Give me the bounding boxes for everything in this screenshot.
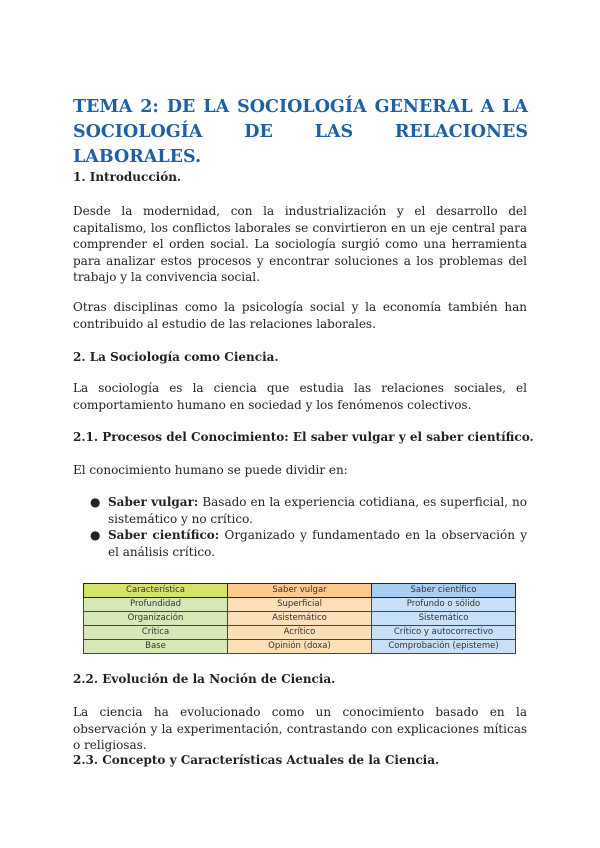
intro-heading: 1. Introducción. <box>73 170 182 184</box>
evolucion-paragraph: La ciencia ha evolucionado como un conocimiento basado en la observación y la experimentación, contrastando con explicaciones míticas o religiosas. <box>73 705 527 752</box>
ciencia-heading: 2. La Sociología como Ciencia. <box>73 350 279 364</box>
table-row <box>84 598 516 612</box>
table-cell: Crítico y autocorrectivo <box>372 626 516 640</box>
comparison-table <box>83 583 516 654</box>
ciencia-paragraph: La sociología es la ciencia que estudia las relaciones sociales, el comportamiento humano en sociedad y los fenómenos colectivos. <box>73 381 527 412</box>
list-item-term: Saber científico: <box>108 528 220 542</box>
intro-paragraph-1: Desde la modernidad, con la industrialización y el desarrollo del capitalismo, los conflictos laborales se convirtieron en un eje central para comprender el orden social. La sociología surgió como una herramienta para analizar estos procesos y encontrar soluciones a los problemas del trabajo y la convivencia social. <box>73 204 527 284</box>
table-cell: Sistemático <box>372 612 516 626</box>
table-cell: Profundo o sólido <box>372 598 516 612</box>
list-item-term: Saber vulgar: <box>108 495 199 509</box>
table-row <box>84 640 516 654</box>
list-item-text: Organizado y fundamentado en la observación y el análisis crítico. <box>108 528 527 559</box>
list-item <box>73 527 527 560</box>
title-line-2: SOCIOLOGÍA DE LAS RELACIONES LABORALES. <box>73 122 528 167</box>
table-cell: Comprobación (episteme) <box>372 640 516 654</box>
concepto-heading: 2.3. Concepto y Características Actuales de la Ciencia. <box>73 753 440 767</box>
intro-paragraph-2: Otras disciplinas como la psicología social y la economía también han contribuido al estudio de las relaciones laborales. <box>73 300 527 331</box>
title-line-1: TEMA 2: DE LA SOCIOLOGÍA GENERAL A LA <box>73 97 528 117</box>
procesos-heading: 2.1. Procesos del Conocimiento: El saber vulgar y el saber científico. <box>73 430 534 444</box>
table-cell: Superficial <box>228 598 372 612</box>
table-cell: Opinión (doxa) <box>228 640 372 654</box>
bullet-icon: ● <box>90 495 101 509</box>
table-cell: Base <box>84 640 228 654</box>
table-cell: Asistemático <box>228 612 372 626</box>
knowledge-list <box>73 494 527 560</box>
list-item <box>73 494 527 527</box>
list-item-text: Basado en la experiencia cotidiana, es superficial, no sistemático y no crítico. <box>108 495 528 526</box>
table-cell: Profundidad <box>84 598 228 612</box>
bullet-icon: ● <box>90 528 101 542</box>
table-row <box>84 612 516 626</box>
procesos-paragraph: El conocimiento humano se puede dividir en: <box>73 463 348 477</box>
table-row <box>84 626 516 640</box>
table-header-cell: Saber científico <box>372 584 516 598</box>
table-header-cell: Saber vulgar <box>228 584 372 598</box>
evolucion-heading: 2.2. Evolución de la Noción de Ciencia. <box>73 672 336 686</box>
table-cell: Acrítico <box>228 626 372 640</box>
table-header-row <box>84 584 516 598</box>
table-cell: Crítica <box>84 626 228 640</box>
table-header-cell: Característica <box>84 584 228 598</box>
page-title <box>73 95 528 170</box>
table-cell: Organización <box>84 612 228 626</box>
